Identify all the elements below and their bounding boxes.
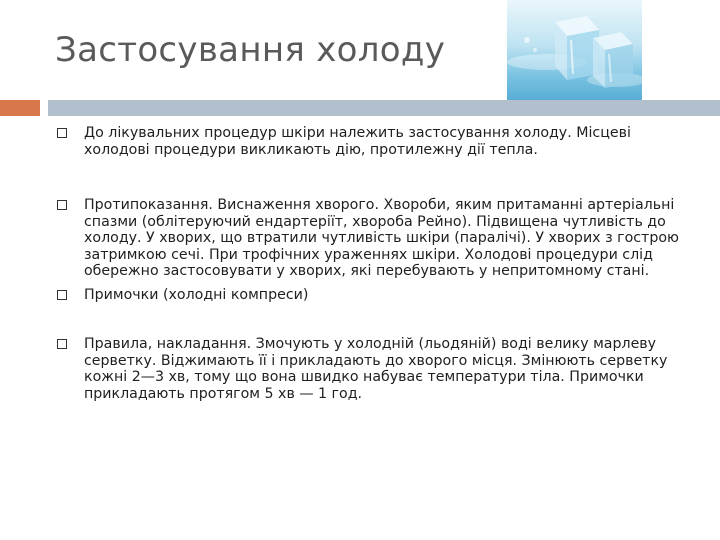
slide-title: Застосування холоду xyxy=(55,30,446,70)
list-item xyxy=(56,197,696,280)
ice-cubes-image xyxy=(507,0,642,100)
square-bullet-icon xyxy=(57,290,67,300)
list-item-text: Протипоказання. Виснаження хворого. Хвороби, яким притаманні артеріальні спазми (облітеруючий ендартеріїт, хвороба Рейно). Підвищена чутливість до холоду. У хворих, що втратили чутливість шкіри (паралічі). У хворих з гострою затримкою сечі. При трофічних ураженнях шкіри. Холодові процедури слід обережно застосовувати у хворих, які перебувають у непритомному стані. xyxy=(84,197,679,279)
accent-bar-blue xyxy=(48,100,720,116)
list-item xyxy=(56,287,696,304)
content-list xyxy=(56,125,696,402)
list-item-text: До лікувальних процедур шкіри належить застосування холоду. Місцеві холодові процедури викликають дію, протилежну дії тепла. xyxy=(84,125,631,158)
list-item-text: Правила, накладання. Змочують у холодній (льодяній) воді велику марлеву серветку. Віджимають її і прикладають до хворого місця. Змінюють серветку кожні 2—3 хв, тому що вона швидко набуває температури тіла. Примочки прикладають протягом 5 хв — 1 год. xyxy=(84,336,668,402)
list-item xyxy=(56,125,696,158)
square-bullet-icon xyxy=(57,128,67,138)
list-item xyxy=(56,336,696,402)
list-item-text: Примочки (холодні компреси) xyxy=(84,286,309,303)
accent-bar-orange xyxy=(0,100,40,116)
square-bullet-icon xyxy=(57,200,67,210)
square-bullet-icon xyxy=(57,339,67,349)
